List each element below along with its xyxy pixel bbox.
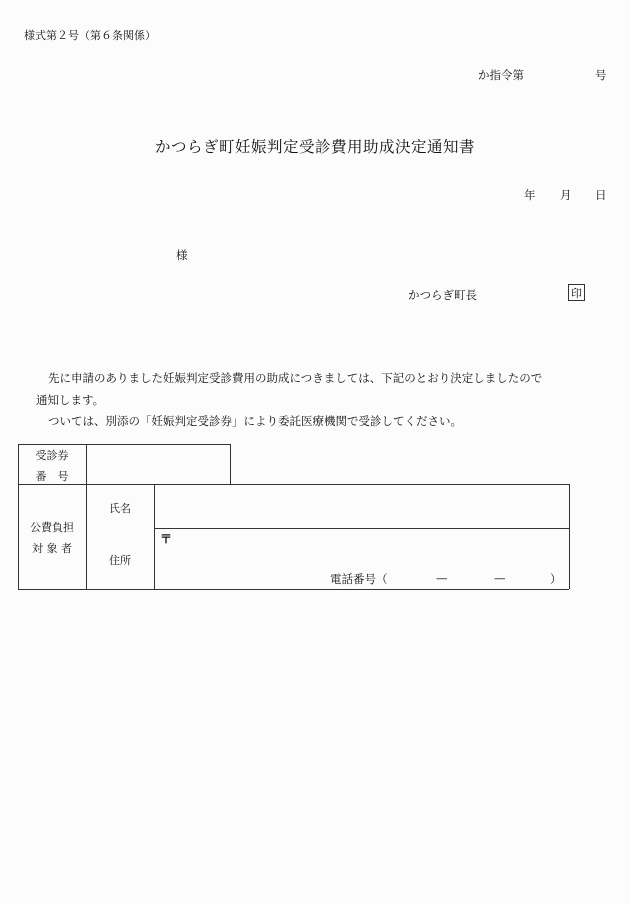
name-label: 氏名 [109, 502, 131, 515]
table-border [18, 484, 569, 485]
date-month: 月 [560, 188, 572, 202]
body-line-2: 通知します。 [36, 392, 105, 407]
page-title: かつらぎ町妊娠判定受診費用助成決定通知書 [154, 138, 475, 156]
phone-number-field[interactable] [330, 571, 388, 587]
postal-mark: 〒 [160, 532, 173, 546]
date-day: 日 [595, 188, 607, 202]
phone-close-paren: ） [550, 572, 562, 586]
addressee-honorific: 様 [176, 248, 188, 262]
ticket-number-label: 受診券 番 号 [35, 449, 69, 483]
table-border [569, 484, 570, 589]
document-number-suffix: 号 [595, 68, 607, 82]
table-border [18, 589, 569, 590]
phone-label: 電話番号（ [330, 572, 388, 586]
table-border [154, 528, 569, 529]
target-person-label: 公費負担 対 象 者 [30, 521, 74, 555]
body-line-1: 先に申請のありました妊娠判定受診費用の助成につきましては、下記のとおり決定しましたので [48, 371, 543, 385]
document-number [478, 67, 607, 83]
table-border [230, 444, 231, 484]
notice-body [36, 368, 542, 433]
address-label: 住所 [109, 554, 131, 567]
table-border [154, 484, 155, 589]
table-border [18, 444, 230, 445]
phone-separator: — [494, 571, 506, 585]
body-line-3: ついては、別添の「妊娠判定受診券」により委託医療機関で受診してください。 [48, 414, 462, 428]
date-year: 年 [524, 188, 536, 202]
seal-stamp: 印 [568, 284, 585, 301]
issuer-name: かつらぎ町長 [408, 288, 477, 302]
phone-separator: — [436, 571, 448, 585]
document-number-prefix: か指令第 [478, 68, 524, 82]
form-number: 様式第２号（第６条関係） [24, 29, 156, 42]
